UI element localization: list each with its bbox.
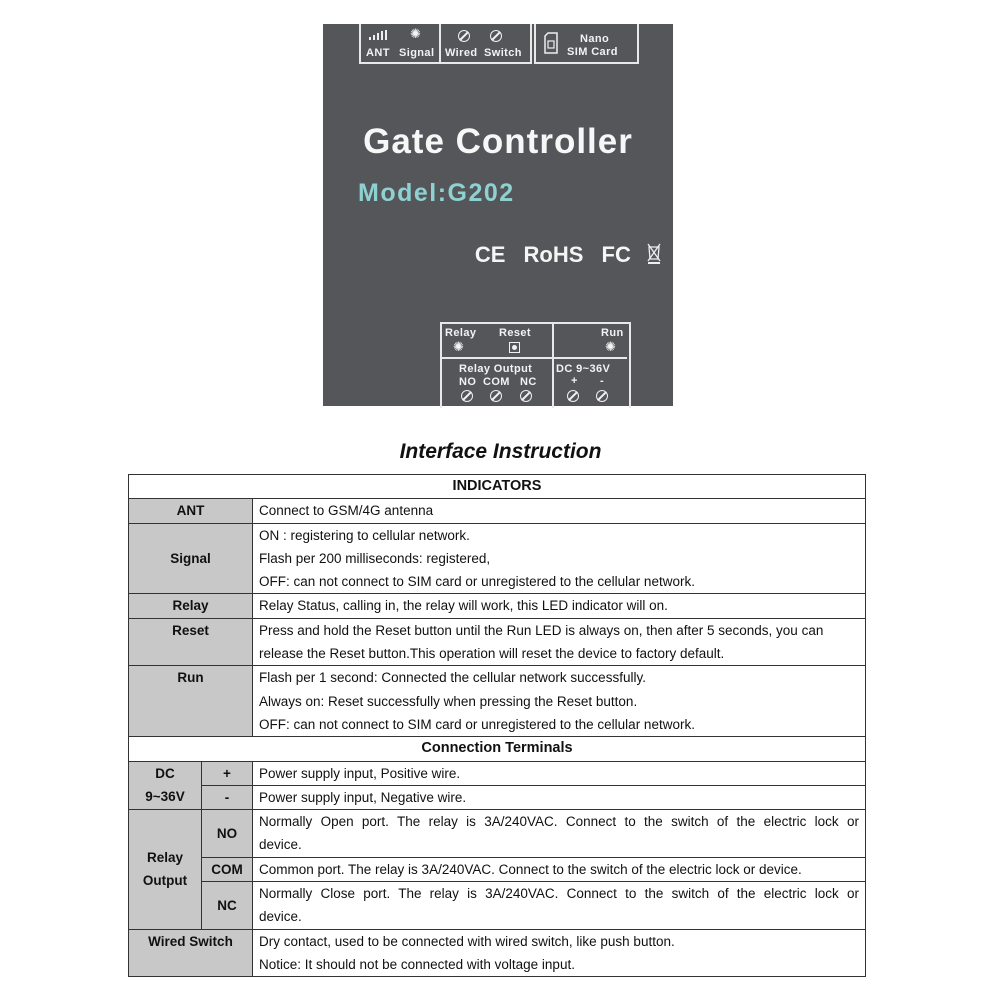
plus-terminal-icon [567,390,579,402]
device-title: Gate Controller [363,122,633,161]
dc-key-line: DC [155,766,175,782]
ant-key: ANT [129,499,253,523]
desc-line: Flash per 200 milliseconds: registered, [259,550,491,566]
no-label: NO [459,376,477,388]
nc-terminal-icon [520,390,532,402]
minus-label: - [600,375,605,387]
interface-instruction-heading: Interface Instruction [399,440,602,463]
sim-card-icon [544,32,558,54]
relay-led-label: Relay [445,327,477,339]
table-row [129,785,866,809]
nc-label: NC [520,376,537,388]
desc-line: Flash per 1 second: Connected the cellular network successfully. [259,670,646,686]
com-terminal-icon [490,390,502,402]
minus-terminal-icon [596,390,608,402]
rohs-mark: RoHS [523,242,584,267]
desc-line: device. [259,909,302,925]
no-desc [253,810,866,858]
interface-table [128,474,866,977]
table-row [129,857,866,881]
switch-terminal-icon [490,30,502,42]
fcc-mark: FC [601,242,631,267]
signal-label: Signal [399,47,435,59]
table-row [129,929,866,977]
ce-mark: CE [474,242,506,267]
com-desc: Common port. The relay is 3A/240VAC. Connect to the switch of the electric lock or device. [253,857,866,881]
table-row [129,882,866,930]
certification-marks [463,242,661,268]
switch-label: Switch [484,47,522,59]
dc-minus-sub: - [202,785,253,809]
no-terminal-icon [461,390,473,402]
relay-led-icon: ✺ [453,339,464,354]
relay-output-key-line: Relay [146,850,184,866]
reset-key: Reset [129,618,253,666]
desc-line: OFF: can not connect to SIM card or unregistered to the cellular network. [259,716,695,732]
relay-output-key [129,810,202,929]
desc-line: Normally Close port. The relay is 3A/240VAC. Connect to the switch of the electric lock or [259,886,859,902]
table-row [129,594,866,618]
reset-desc [253,618,866,666]
desc-line: Dry contact, used to be connected with wired switch, like push button. [259,933,675,949]
desc-line: OFF: can not connect to SIM card or unregistered to the cellular network. [259,574,695,590]
model-label: Model:G202 [358,179,515,207]
com-label: COM [483,376,510,388]
table-row [129,523,866,594]
dc-minus-desc: Power supply input, Negative wire. [253,785,866,809]
desc-line: Normally Open port. The relay is 3A/240VAC. Connect to the switch of the electric lock or [259,814,859,830]
relay-key: Relay [129,594,253,618]
desc-line: Always on: Reset successfully when pressing the Reset button. [259,693,638,709]
relay-output-label: Relay Output [459,363,533,375]
table-row [129,810,866,858]
plus-label: + [571,375,578,387]
relay-desc: Relay Status, calling in, the relay will work, this LED indicator will on. [253,594,866,618]
desc-line: Notice: It should not be connected with voltage input. [259,956,575,972]
nc-desc [253,882,866,930]
dc-key [129,761,202,810]
run-key: Run [129,666,253,737]
indicators-title: INDICATORS [129,475,866,499]
com-sub: COM [202,857,253,881]
desc-line: ON : registering to cellular network. [259,527,470,543]
signal-bars-icon [369,30,387,40]
signal-led-icon: ✺ [410,26,421,41]
table-row [129,499,866,523]
wired-terminal-icon [458,30,470,42]
run-label: Run [601,327,624,339]
dc-plus-sub: + [202,761,253,785]
signal-desc [253,523,866,594]
reset-label: Reset [499,327,531,339]
nano-label: Nano [580,33,610,45]
terminals-title: Connection Terminals [129,737,866,761]
divider-line [442,357,627,359]
weee-bin-icon [647,242,661,264]
terminals-header-row [129,737,866,761]
wired-switch-key: Wired Switch [129,929,253,977]
run-led-icon: ✺ [605,339,616,354]
dc-key-line: 9~36V [145,789,185,805]
nc-sub: NC [202,882,253,930]
device-panel [323,24,673,406]
desc-line: device. [259,837,302,853]
signal-key: Signal [129,523,253,594]
desc-line: Press and hold the Reset button until the Run LED is always on, then after 5 seconds, you can [259,622,824,638]
dc-label: DC 9~36V [556,363,611,375]
table-row [129,666,866,737]
table-row [129,618,866,666]
desc-line: release the Reset button.This operation will reset the device to factory default. [259,646,725,662]
run-desc [253,666,866,737]
sim-card-label: SIM Card [567,46,618,58]
table-row [129,761,866,785]
ant-label: ANT [366,47,390,59]
no-sub: NO [202,810,253,858]
reset-button-icon [509,342,520,353]
relay-output-key-line: Output [142,873,188,889]
dc-plus-desc: Power supply input, Positive wire. [253,761,866,785]
wired-switch-desc [253,929,866,977]
ant-desc: Connect to GSM/4G antenna [253,499,866,523]
wired-label: Wired [445,47,478,59]
indicators-header-row [129,475,866,499]
